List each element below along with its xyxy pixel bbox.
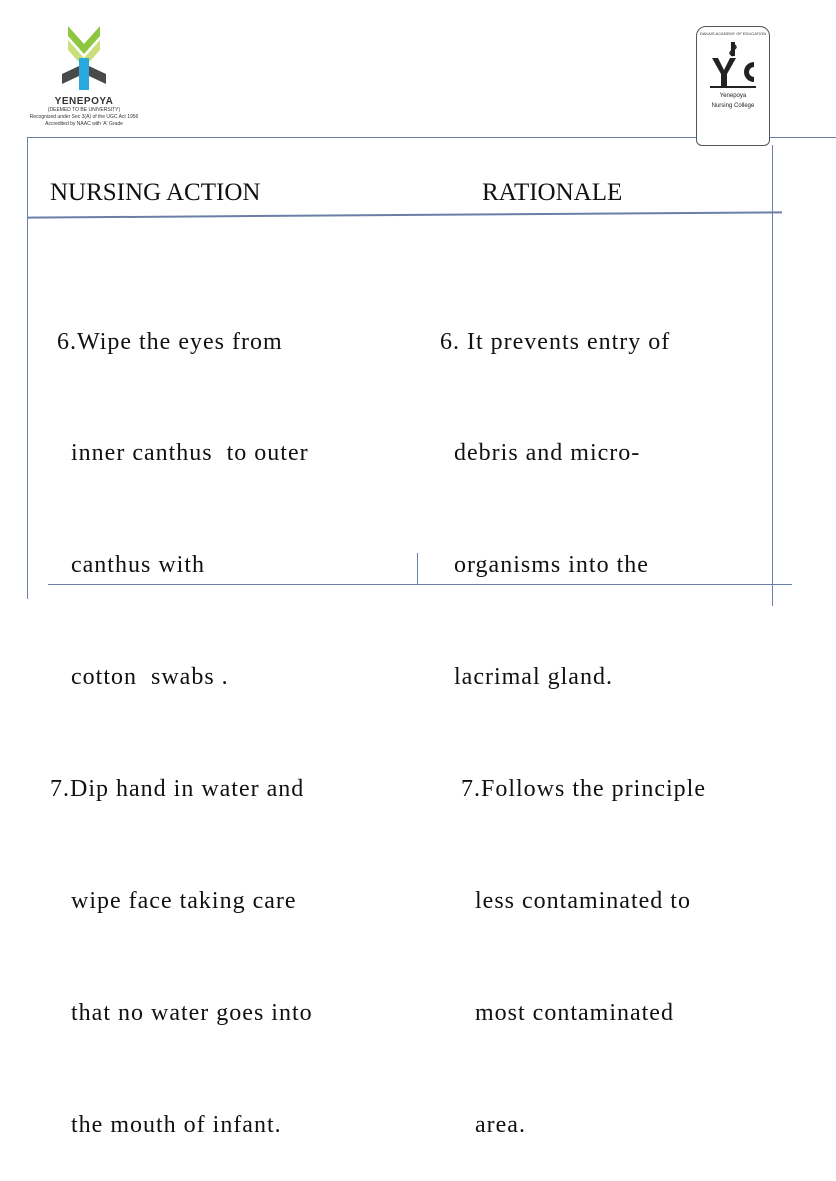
yenepoya-nursing-college-logo <box>696 26 770 146</box>
nursing-action-column <box>50 249 313 1181</box>
action-line: canthus with <box>50 552 205 579</box>
logo-college-name-1: Yenepoya <box>719 93 747 99</box>
logo-subtitle-3: Accredited by NAAC with 'A' Grade <box>45 121 123 127</box>
column-divider <box>417 553 418 585</box>
action-line: 6.Wipe the eyes from <box>50 328 283 355</box>
action-line: wipe face taking care <box>50 888 297 915</box>
nursing-college-emblem-icon <box>706 40 760 90</box>
rationale-heading: RATIONALE <box>482 179 623 206</box>
rationale-line: area. <box>440 1111 526 1138</box>
yenepoya-university-logo <box>22 22 146 152</box>
logo-top-text: DAKAIS ACADEMY OF EDUCATION <box>699 31 767 36</box>
rationale-line: 6. It prevents entry of <box>440 328 671 355</box>
rationale-line: 7.Follows the principle <box>440 776 706 803</box>
logo-subtitle-2: Recognized under Sec 3(A) of the UGC Act 1956 <box>29 114 139 120</box>
action-line: cotton swabs . <box>50 664 229 691</box>
table-right-border <box>772 145 773 606</box>
logo-college-name-2: Nursing College <box>711 103 755 109</box>
university-emblem-icon <box>54 22 114 94</box>
header-divider <box>28 211 782 218</box>
rationale-line: organisms into the <box>440 552 649 579</box>
nursing-action-heading: NURSING ACTION <box>50 179 261 206</box>
action-line: the mouth of infant. <box>50 1111 282 1138</box>
rationale-line: most contaminated <box>440 999 674 1026</box>
action-line: 7.Dip hand in water and <box>50 776 305 803</box>
rationale-line: lacrimal gland. <box>440 664 613 691</box>
logo-subtitle-1: (DEEMED TO BE UNIVERSITY) <box>47 107 121 113</box>
action-line: that no water goes into <box>50 999 313 1026</box>
logo-university-name: YENEPOYA <box>54 96 114 107</box>
table-left-border <box>27 137 28 599</box>
rationale-column <box>440 249 706 1181</box>
rationale-line: debris and micro- <box>440 440 641 467</box>
rationale-line: less contaminated to <box>440 888 691 915</box>
action-line: inner canthus to outer <box>50 440 309 467</box>
